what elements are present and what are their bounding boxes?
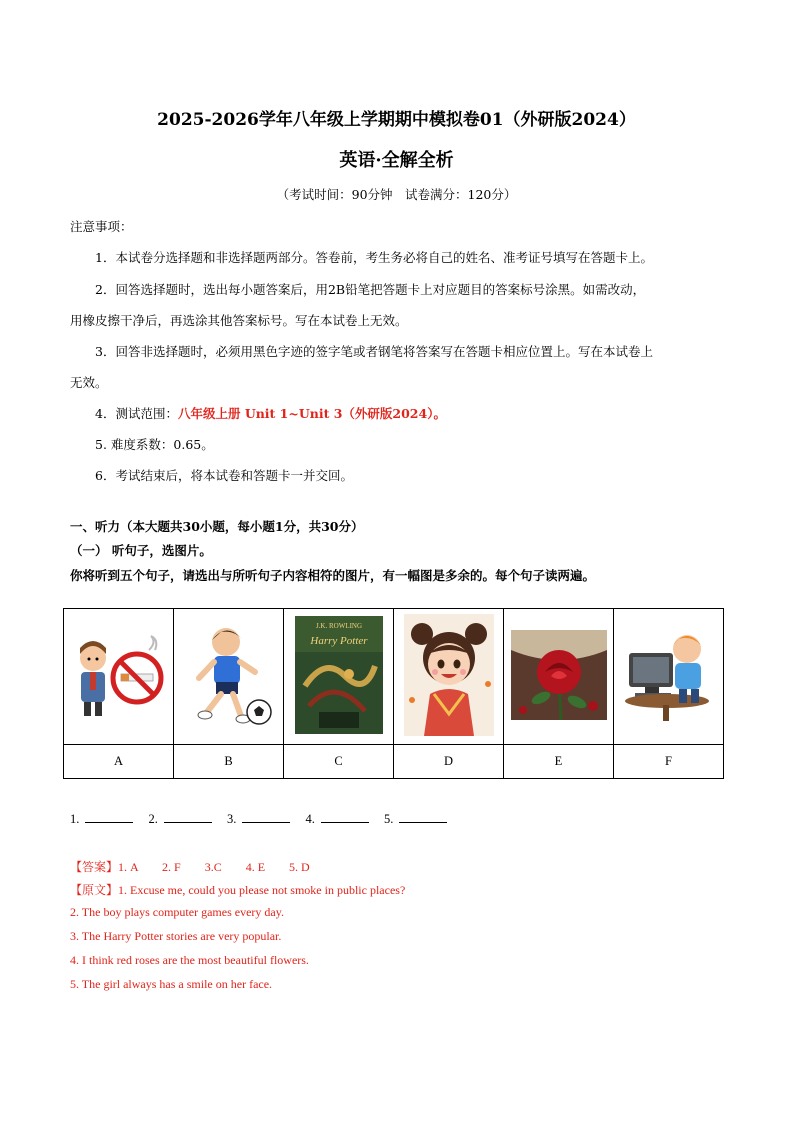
note-item-5: 5. 难度系数：0.65。 [95,437,214,452]
smiling-girl-picture [404,614,494,736]
picture-cell-d [394,609,504,745]
answer-blank-5[interactable] [399,810,447,823]
transcript-line-1 [70,881,405,898]
note-item-6: 6．考试结束后，将本试卷和答题卡一并交回。 [95,468,353,483]
picture-label-d: D [394,745,504,779]
picture-cell-f [614,609,724,745]
blank-number-3: 3. [227,812,237,826]
section-heading: 一、听力（本大题共30小题，每小题1分，共30分） [70,519,364,534]
transcript-sentence-5: 5. The girl always has a smile on her face. [70,977,273,991]
answer-blank-1[interactable] [85,810,133,823]
note-item-3b: 无效。 [70,375,108,390]
answer-blank-4[interactable] [321,810,369,823]
blank-number-5: 5. [384,812,394,826]
picture-cell-b [174,609,284,745]
picture-label-a: A [64,745,174,779]
transcript-sentence-3: 3. The Harry Potter stories are very popular. [70,929,282,943]
picture-cell-c [284,609,394,745]
red-rose-picture [511,630,607,720]
note-item-2b: 用橡皮擦干净后，再选涂其他答案标号。写在本试卷上无效。 [70,313,408,328]
boy-playing-football-picture [181,620,277,730]
transcript-sentence-1: 1. Excuse me, could you please not smoke in public places? [118,883,406,897]
test-scope: 八年级上册 Unit 1~Unit 3（外研版2024）。 [177,406,446,421]
transcript-sentence-2: 2. The boy plays computer games every day. [70,905,284,919]
notes-heading: 注意事项： [70,219,133,234]
picture-label-f: F [614,745,724,779]
no-smoking-man-picture [71,630,167,720]
note-item-2a: 2．回答选择题时，选出每小题答案后，用2B铅笔把答题卡上对应题目的答案标号涂黑。如需改动， [95,282,646,297]
part-heading: （一） 听句子，选图片。 [70,543,212,558]
picture-cell-a [64,609,174,745]
picture-table [63,608,724,779]
answer-blanks [70,810,459,827]
answer-values: 1. A 2. F 3.C 4. E 5. D [118,860,310,874]
book-title: Harry Potter [309,634,368,647]
picture-label-c: C [284,745,394,779]
blank-number-4: 4. [305,812,315,826]
picture-label-b: B [174,745,284,779]
transcript-tag: 【原文】 [70,883,119,897]
blank-number-1: 1. [70,812,80,826]
note-item-3a: 3．回答非选择题时，必须用黑色字迹的签字笔或者钢笔将答案写在答题卡相应位置上。写在本试卷上 [95,344,653,359]
answer-blank-3[interactable] [242,810,290,823]
book-author: J.K. ROWLING [315,621,362,630]
picture-label-e: E [504,745,614,779]
picture-cell-e [504,609,614,745]
boy-with-computer-picture [621,627,717,723]
transcript-sentence-4: 4. I think red roses are the most beautiful flowers. [70,953,309,967]
exam-subtitle: 英语·全解全析 [339,150,454,171]
note-item-1: 1．本试卷分选择题和非选择题两部分。答卷前，考生务必将自己的姓名、准考证号填写在答题卡上。 [95,250,653,265]
part-instruction: 你将听到五个句子，请选出与所听句子内容相符的图片，有一幅图是多余的。每个句子读两遍。 [70,568,596,583]
note-item-4 [95,404,446,422]
note-item-4-prefix: 4．测试范围： [95,406,178,421]
blank-number-2: 2. [148,812,158,826]
exam-info: （考试时间：90分钟 试卷满分：120分） [276,187,517,202]
answer-blank-2[interactable] [164,810,212,823]
exam-title: 2025-2026学年八年级上学期期中模拟卷01（外研版2024） [157,110,636,130]
harry-potter-book-picture [295,616,383,734]
answer-line [70,858,310,875]
answer-tag: 【答案】 [70,860,119,874]
